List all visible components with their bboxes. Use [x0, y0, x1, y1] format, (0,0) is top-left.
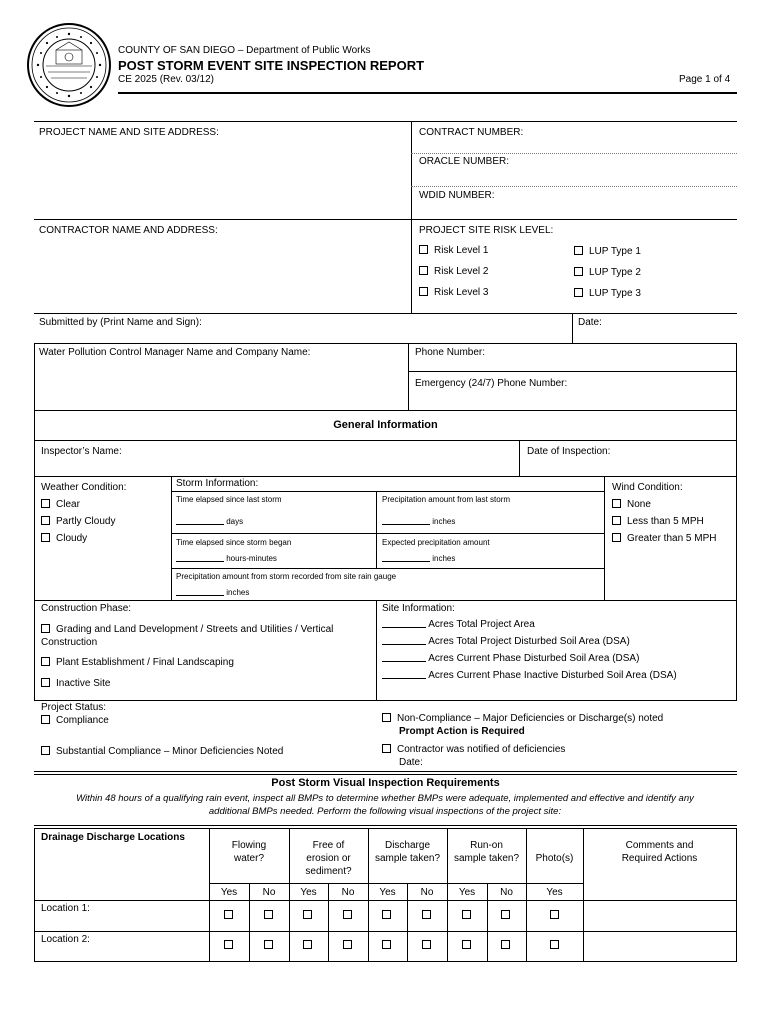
- location-2-discharge-no-checkbox[interactable]: [422, 940, 431, 949]
- construction-plant-checkbox[interactable]: Plant Establishment / Final Landscaping: [41, 657, 234, 668]
- location-2-label: Location 2:: [41, 934, 90, 945]
- location-2-erosion-yes-checkbox[interactable]: [303, 940, 312, 949]
- col-header-locations: Drainage Discharge Locations: [41, 832, 185, 843]
- location-2-flowing-yes-checkbox[interactable]: [224, 940, 233, 949]
- rain-gauge-field[interactable]: inches: [176, 587, 249, 597]
- project-status-label: Project Status:: [41, 702, 107, 713]
- location-1-runon-yes-checkbox[interactable]: [462, 910, 471, 919]
- flowing-yes-label: Yes: [220, 887, 238, 898]
- form-number: CE 2025 (Rev. 03/12): [118, 74, 214, 85]
- notified-date-field[interactable]: Date:: [399, 757, 423, 768]
- prompt-action-text: Prompt Action is Required: [399, 726, 525, 737]
- location-1-label: Location 1:: [41, 903, 90, 914]
- precip-last-field[interactable]: inches: [382, 516, 455, 526]
- location-2-runon-no-checkbox[interactable]: [501, 940, 510, 949]
- storm-info-label: Storm Information:: [176, 478, 259, 489]
- days-field[interactable]: days: [176, 516, 243, 526]
- visual-inspection-intro-1: Within 48 hours of a qualifying rain event, inspect all BMPs to determine whether BMPs were adequate, implemented and effective and identify any: [76, 793, 694, 804]
- location-2-erosion-no-checkbox[interactable]: [343, 940, 352, 949]
- phone-number-field[interactable]: Phone Number:: [415, 347, 486, 358]
- lup-type-3-checkbox[interactable]: LUP Type 3: [574, 288, 641, 299]
- contractor-notified-checkbox[interactable]: Contractor was notified of deficiencies Date:: [382, 743, 565, 769]
- runon-yes-label: Yes: [458, 887, 476, 898]
- col-header-runon: Run-on sample taken?: [453, 840, 520, 864]
- location-1-discharge-yes-checkbox[interactable]: [382, 910, 391, 919]
- location-2-discharge-yes-checkbox[interactable]: [382, 940, 391, 949]
- wind-label: Wind Condition:: [612, 482, 683, 493]
- wind-none-checkbox[interactable]: None: [612, 499, 651, 510]
- visual-inspection-intro-2: additional BMPs needed. Perform the following visual inspections of the project site:: [208, 806, 562, 817]
- wind-greater-5-checkbox[interactable]: Greater than 5 MPH: [612, 533, 716, 544]
- discharge-no-label: No: [420, 887, 434, 898]
- risk-level-label: PROJECT SITE RISK LEVEL:: [419, 225, 554, 236]
- time-elapsed-began-label: Time elapsed since storm began: [176, 538, 292, 547]
- project-name-label: PROJECT NAME AND SITE ADDRESS:: [39, 127, 219, 138]
- col-header-erosion: Free of erosion or sediment?: [305, 840, 352, 877]
- form-title: POST STORM EVENT SITE INSPECTION REPORT: [118, 58, 425, 73]
- status-noncompliance-checkbox[interactable]: Non-Compliance – Major Deficiencies or Discharge(s) noted Prompt Action is Required: [382, 712, 663, 738]
- expected-precip-label: Expected precipitation amount: [382, 538, 490, 547]
- risk-level-1-checkbox[interactable]: Risk Level 1: [419, 245, 488, 256]
- rain-gauge-label: Precipitation amount from storm recorded from site rain gauge: [176, 572, 397, 581]
- county-seal: [26, 22, 112, 108]
- col-header-photos: Photo(s): [535, 853, 574, 864]
- flowing-no-label: No: [262, 887, 276, 898]
- status-compliance-checkbox[interactable]: Compliance: [41, 715, 109, 726]
- department-line: COUNTY OF SAN DIEGO – Department of Public Works: [118, 45, 371, 56]
- location-1-flowing-no-checkbox[interactable]: [264, 910, 273, 919]
- weather-clear-checkbox[interactable]: Clear: [41, 499, 80, 510]
- submitted-by-field[interactable]: Submitted by (Print Name and Sign):: [39, 317, 202, 328]
- site-info-label: Site Information:: [382, 603, 455, 614]
- location-1-photos-checkbox[interactable]: [550, 910, 559, 919]
- construction-phase-label: Construction Phase:: [41, 603, 132, 614]
- oracle-number-label: ORACLE NUMBER:: [419, 156, 510, 167]
- risk-level-3-checkbox[interactable]: Risk Level 3: [419, 287, 488, 298]
- site-info-current-dsa-field[interactable]: Acres Current Phase Disturbed Soil Area (DSA): [382, 653, 639, 664]
- erosion-no-label: No: [341, 887, 355, 898]
- hours-minutes-field[interactable]: hours-minutes: [176, 553, 277, 563]
- lup-type-1-checkbox[interactable]: LUP Type 1: [574, 246, 641, 257]
- submitted-date-field[interactable]: Date:: [578, 317, 602, 328]
- expected-precip-field[interactable]: inches: [382, 553, 455, 563]
- location-2-flowing-no-checkbox[interactable]: [264, 940, 273, 949]
- weather-partly-cloudy-checkbox[interactable]: Partly Cloudy: [41, 516, 115, 527]
- weather-cloudy-checkbox[interactable]: Cloudy: [41, 533, 87, 544]
- photos-yes-label: Yes: [546, 887, 563, 898]
- general-info-heading: General Information: [333, 419, 438, 431]
- site-info-inactive-dsa-field[interactable]: Acres Current Phase Inactive Disturbed Soil Area (DSA): [382, 670, 677, 681]
- location-2-runon-yes-checkbox[interactable]: [462, 940, 471, 949]
- visual-inspection-heading: Post Storm Visual Inspection Requirements: [271, 777, 500, 789]
- wind-less-5-checkbox[interactable]: Less than 5 MPH: [612, 516, 704, 527]
- location-1-discharge-no-checkbox[interactable]: [422, 910, 431, 919]
- col-header-discharge: Discharge sample taken?: [374, 840, 441, 864]
- emergency-phone-field[interactable]: Emergency (24/7) Phone Number:: [415, 378, 568, 389]
- time-elapsed-last-label: Time elapsed since last storm: [176, 495, 282, 504]
- runon-no-label: No: [500, 887, 513, 898]
- location-2-photos-checkbox[interactable]: [550, 940, 559, 949]
- page-number: Page 1 of 4: [679, 74, 731, 85]
- location-1-erosion-no-checkbox[interactable]: [343, 910, 352, 919]
- site-info-total-area-field[interactable]: Acres Total Project Area: [382, 619, 535, 630]
- wdid-number-label: WDID NUMBER:: [419, 190, 495, 201]
- inspector-name-field[interactable]: Inspector’s Name:: [41, 446, 122, 457]
- status-substantial-checkbox[interactable]: Substantial Compliance – Minor Deficiencies Noted: [41, 746, 283, 757]
- lup-type-2-checkbox[interactable]: LUP Type 2: [574, 267, 641, 278]
- location-1-flowing-yes-checkbox[interactable]: [224, 910, 233, 919]
- contract-number-label: CONTRACT NUMBER:: [419, 127, 524, 138]
- precip-last-label: Precipitation amount from last storm: [382, 495, 511, 504]
- contractor-label: CONTRACTOR NAME AND ADDRESS:: [39, 225, 218, 236]
- construction-inactive-checkbox[interactable]: Inactive Site: [41, 678, 110, 689]
- site-info-total-dsa-field[interactable]: Acres Total Project Disturbed Soil Area (DSA): [382, 636, 630, 647]
- erosion-yes-label: Yes: [300, 887, 317, 898]
- location-1-erosion-yes-checkbox[interactable]: [303, 910, 312, 919]
- discharge-yes-label: Yes: [379, 887, 396, 898]
- col-header-flowing: Flowing water?: [231, 840, 267, 864]
- weather-label: Weather Condition:: [41, 482, 127, 493]
- risk-level-2-checkbox[interactable]: Risk Level 2: [419, 266, 488, 277]
- location-1-runon-no-checkbox[interactable]: [501, 910, 510, 919]
- construction-grading-checkbox[interactable]: Grading and Land Development / Streets and Utilities / Vertical Construction: [41, 624, 334, 648]
- wpcm-name-field[interactable]: Water Pollution Control Manager Name and Company Name:: [39, 347, 311, 358]
- inspection-date-field[interactable]: Date of Inspection:: [527, 446, 611, 457]
- col-header-comments: Comments and Required Actions: [621, 840, 698, 864]
